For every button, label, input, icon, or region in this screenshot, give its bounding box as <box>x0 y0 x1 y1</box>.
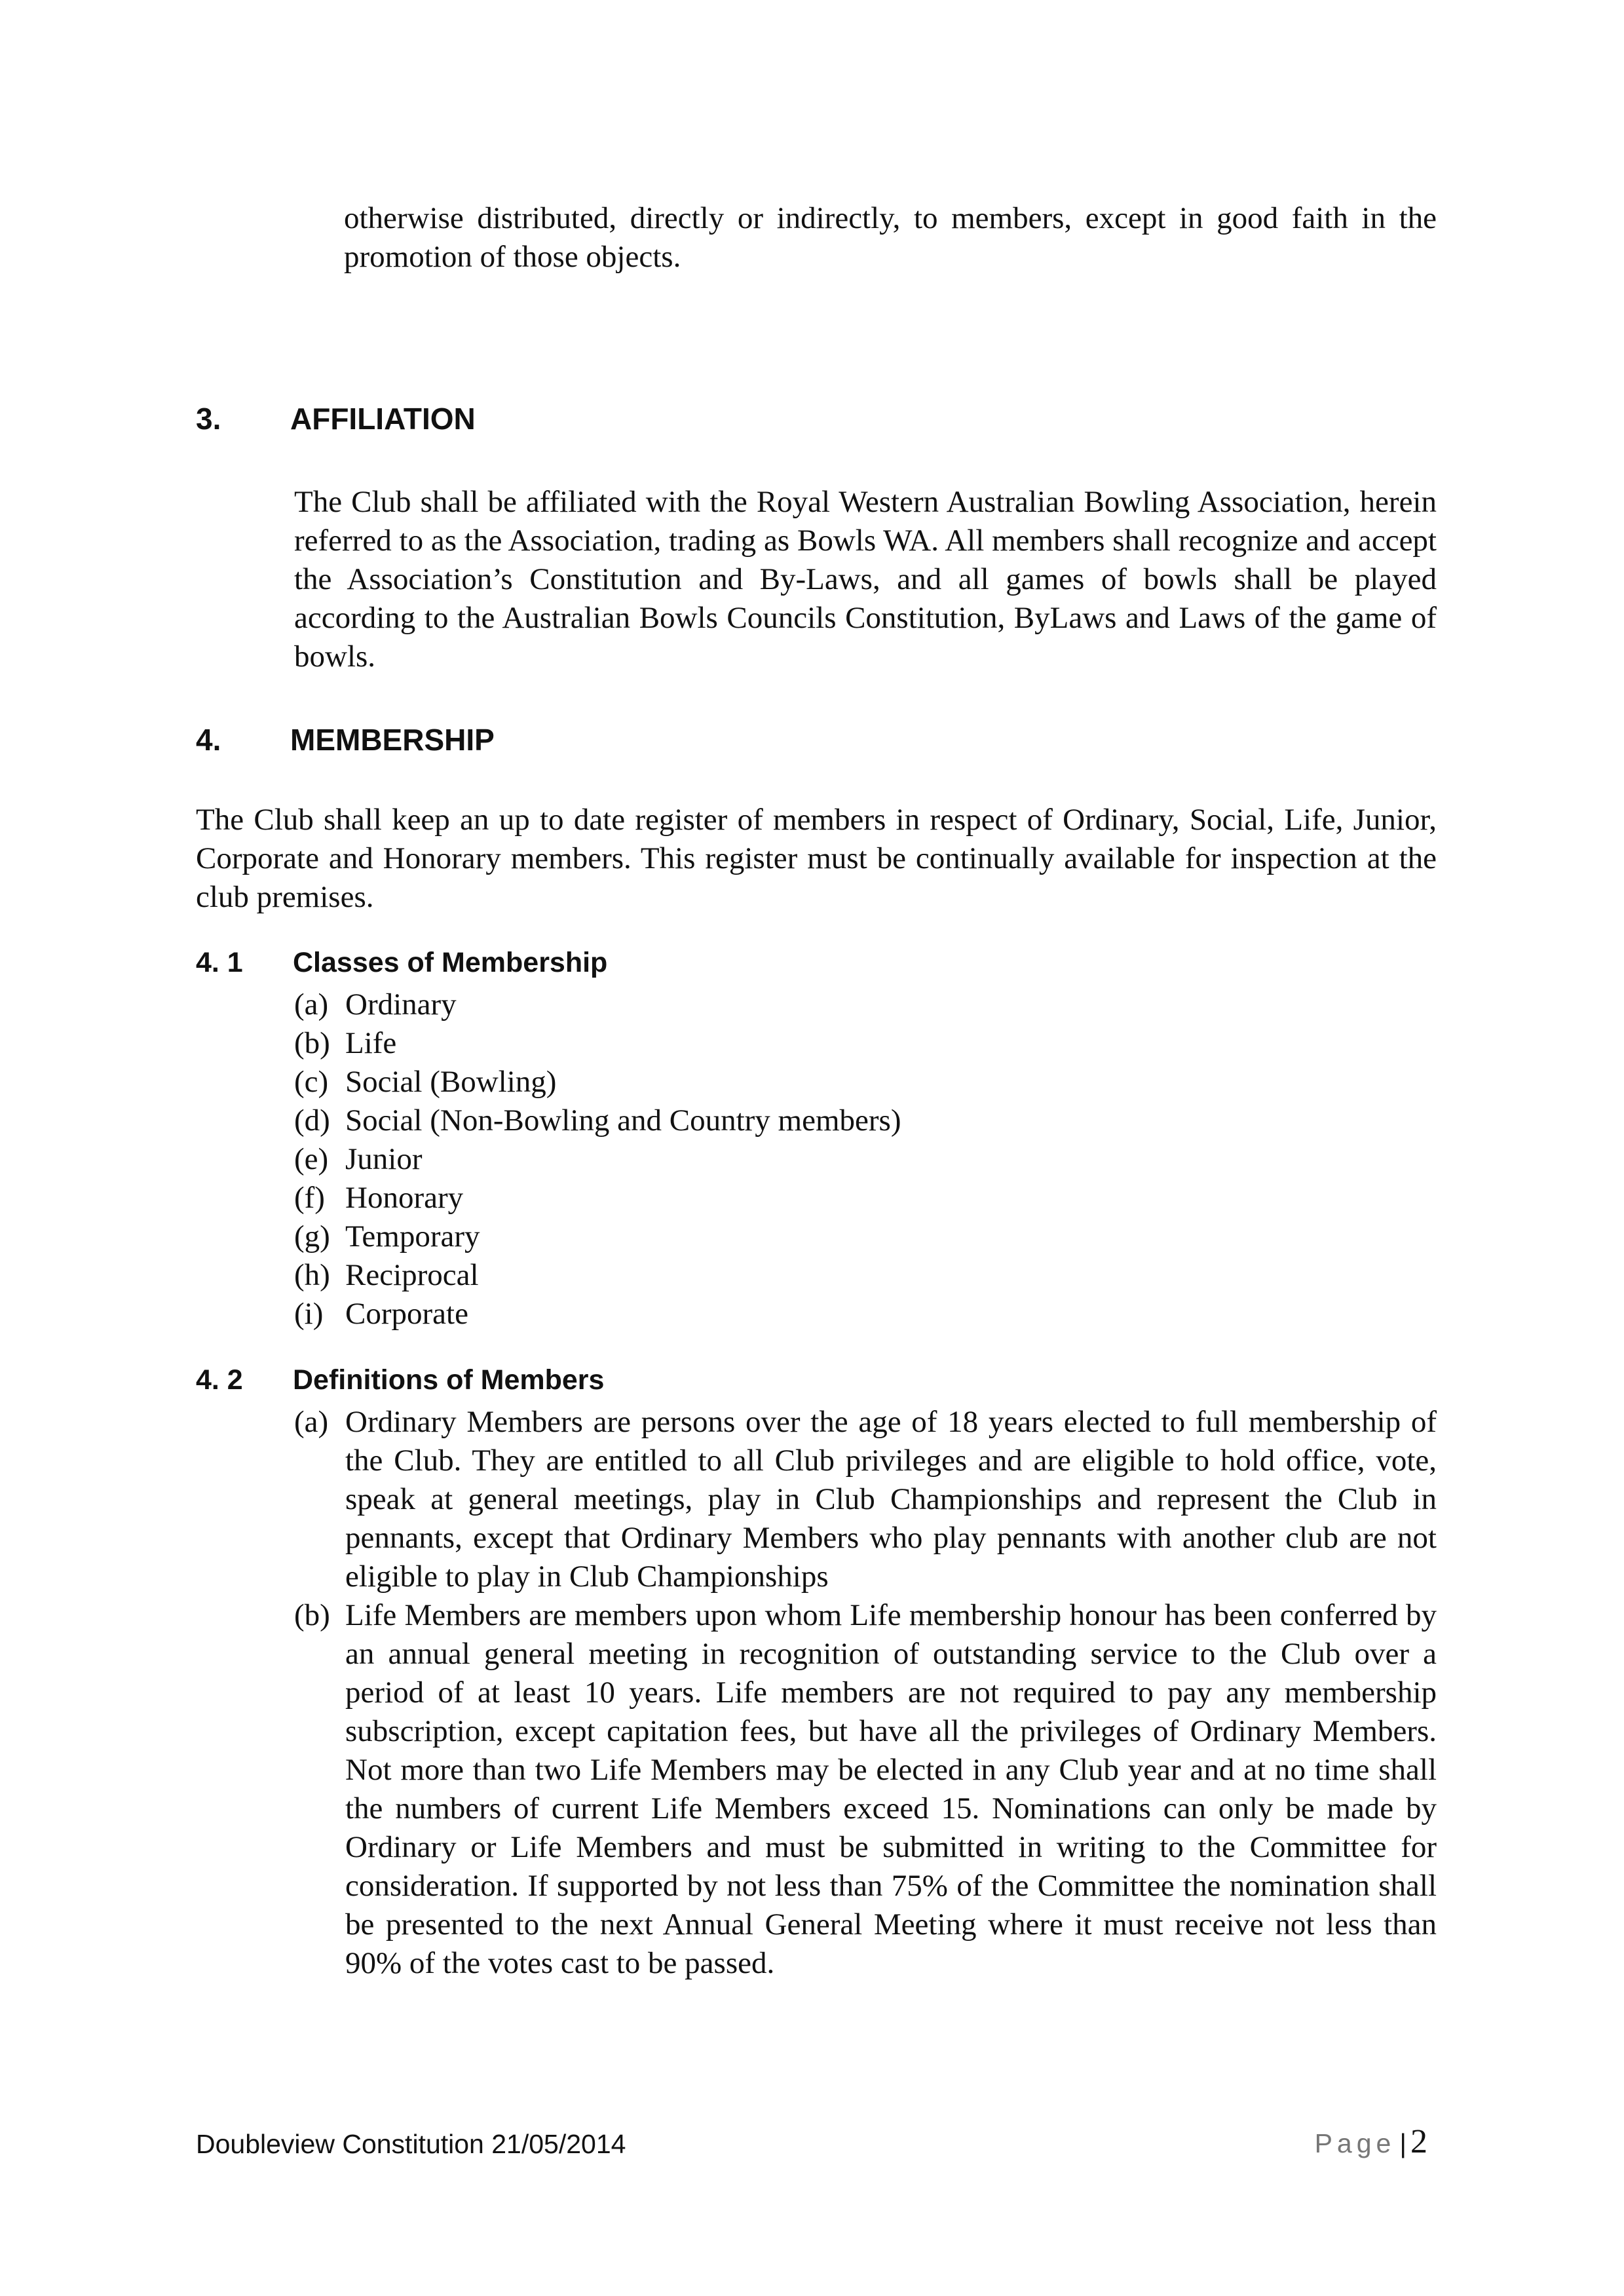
section-4-title: MEMBERSHIP <box>290 723 495 757</box>
list-item-text: Social (Bowling) <box>345 1065 557 1099</box>
list-marker: (i) <box>294 1297 324 1331</box>
list-item-text: Junior <box>345 1142 423 1176</box>
membership-classes-list <box>294 985 1437 1333</box>
list-marker: (g) <box>294 1219 330 1253</box>
member-definitions-list <box>294 1403 1437 1983</box>
list-item <box>294 1024 1437 1063</box>
subsection-4-2-heading <box>196 1363 982 1400</box>
list-item-text: Life Members are members upon whom Life membership honour has been conferred by an annual general meeting in recognition of outstanding service to the Club over a period of at least 10 years. Life members are not required to pay any membership subscription, except capitation fees, but have all the privileges of Ordinary Members. Not more than two Life Members may be elected in any Club year and at no time shall the numbers of current Life Members exceed 15. Nominations can only be made by Ordinary or Life Members and must be submitted in writing to the Committee for consideration. If supported by not less than 75% of the Committee the nomination shall be presented to the next Annual General Meeting where it must receive not less than 90% of the votes cast to be passed. <box>345 1598 1437 1980</box>
list-item-text: Life <box>345 1026 397 1060</box>
section-4-body: The Club shall keep an up to date register of members in respect of Ordinary, Social, Life, Junior, Corporate and Honorary members. This register must be continually available for inspection at the club premises. <box>196 803 1437 914</box>
list-marker: (d) <box>294 1103 330 1138</box>
list-marker: (a) <box>294 987 329 1022</box>
page-label: Page <box>1314 2128 1396 2158</box>
footer-document-title: Doubleview Constitution 21/05/2014 <box>196 2129 626 2159</box>
list-item-text: Reciprocal <box>345 1258 479 1292</box>
list-marker: (f) <box>294 1181 325 1215</box>
list-marker: (b) <box>294 1026 330 1060</box>
subsection-4-2-title: Definitions of Members <box>293 1364 605 1396</box>
section-3-number: 3. <box>196 402 221 436</box>
list-item-text: Temporary <box>345 1219 480 1253</box>
list-marker: (e) <box>294 1142 329 1176</box>
subsection-4-1-title: Classes of Membership <box>293 947 608 978</box>
list-item-text: Social (Non-Bowling and Country members) <box>345 1103 901 1138</box>
list-item-text: Corporate <box>345 1297 468 1331</box>
list-item-text: Honorary <box>345 1181 464 1215</box>
list-item <box>294 1256 1437 1295</box>
list-item <box>294 985 1437 1024</box>
subsection-4-1-number: 4. 1 <box>196 947 243 978</box>
list-marker: (b) <box>294 1598 330 1632</box>
list-item <box>294 1596 1437 1983</box>
list-item <box>294 1063 1437 1101</box>
list-item <box>294 1179 1437 1217</box>
list-item <box>294 1403 1437 1596</box>
list-item-text: Ordinary Members are persons over the age of 18 years elected to full membership of the Club. They are entitled to all Club privileges and are eligible to hold office, vote, speak at general meetings, play in Club Championships and represent the Club in pennants, except that Ordinary Members who play pennants with another club are not eligible to play in Club Championships <box>345 1405 1437 1594</box>
section-3-body: The Club shall be affiliated with the Royal Western Australian Bowling Association, herein referred to as the Association, trading as Bowls WA. All members shall recognize and accept the Association’s Constitution and By-Laws, and all games of bowls shall be played according to the Australian Bowls Councils Constitution, ByLaws and Laws of the game of bowls. <box>294 485 1437 674</box>
intro-paragraph: otherwise distributed, directly or indirectly, to members, except in good faith in the promotion of those objects. <box>344 201 1437 274</box>
page-number: 2 <box>1410 2123 1427 2160</box>
list-item <box>294 1101 1437 1140</box>
section-3-title: AFFILIATION <box>290 402 476 436</box>
section-4-number: 4. <box>196 723 221 757</box>
list-item <box>294 1217 1437 1256</box>
page-separator: | <box>1399 2128 1407 2158</box>
section-3-heading <box>196 400 982 440</box>
list-item <box>294 1140 1437 1179</box>
list-item <box>294 1295 1437 1333</box>
section-4-heading <box>196 721 982 761</box>
subsection-4-1-heading <box>196 946 982 982</box>
list-marker: (c) <box>294 1065 329 1099</box>
list-item-text: Ordinary <box>345 987 457 1022</box>
footer-page-indicator <box>1315 2125 1427 2160</box>
subsection-4-2-number: 4. 2 <box>196 1364 243 1396</box>
list-marker: (a) <box>294 1405 329 1439</box>
list-marker: (h) <box>294 1258 330 1292</box>
